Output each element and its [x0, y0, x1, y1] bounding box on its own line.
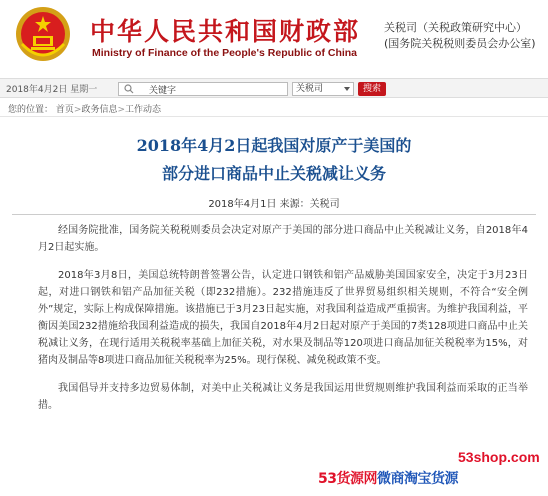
- national-emblem-icon: [14, 4, 72, 64]
- paragraph-2: 2018年3月8日，美国总统特朗普签署公告，认定进口钢铁和铝产品威胁美国国家安全，决定于3月23日起，对进口钢铁和铝产品加征关税（即232措施）。232措施违反了世界贸易组织相关规则，不符合“安全例外”规定，实际上构成保障措施。该措施已于3月23日起实施，对我国利益造成严重损害。为维护我国利益，平衡因美国232措施给我国利益造成的损失，我国自2018年4月2日起对原产于美国的7类128项进口商品中止关税减让义务，在现行适用关税税率基础上加征关税，对水果及制品等120项进口商品加征关税税率为15%，对猪肉及制品等8项进口商品加征关税税率为25%。现行保税、减免税政策不变。: [38, 270, 528, 366]
- search-scope-value: 关税司: [296, 84, 324, 94]
- article-title-line-2: 部分进口商品中止关税减让义务: [161, 164, 386, 183]
- article-meta: 2018年4月1日 来源：关税司: [208, 199, 340, 210]
- chevron-down-icon: [344, 87, 350, 91]
- article-title: [0, 132, 548, 188]
- breadcrumb-home[interactable]: 首页: [55, 105, 74, 115]
- article-title-line-1: 2018年4月2日起我国对原产于美国的: [136, 136, 412, 155]
- search-button[interactable]: 搜索: [358, 82, 386, 96]
- ministry-title-cn: 中华人民共和国财政部: [90, 17, 361, 46]
- ministry-title-en: Ministry of Finance of the People's Republic of China: [92, 47, 358, 59]
- breadcrumb-separator: >: [117, 105, 126, 115]
- paragraph-3: 我国倡导并支持多边贸易体制，对美中止关税减让义务是我国运用世贸规则维护我国利益而采取的正当举措。: [38, 383, 528, 411]
- department-name: [384, 20, 536, 52]
- department-line-2: (国务院关税税则委员会办公室): [384, 37, 536, 50]
- search-scope-select[interactable]: [292, 82, 354, 96]
- watermark-slogan-blue: 微商淘宝货源: [376, 471, 458, 487]
- search-input[interactable]: [118, 82, 288, 96]
- divider: [12, 214, 536, 215]
- watermark-slogan: [318, 468, 458, 488]
- breadcrumb-work-updates[interactable]: 工作动态: [125, 105, 162, 115]
- divider: [0, 116, 548, 117]
- article-body: [38, 222, 528, 425]
- paragraph-1: 经国务院批准，国务院关税税则委员会决定对原产于美国的部分进口商品中止关税减让义务，自2018年4月2日起实施。: [38, 225, 528, 253]
- search-bar: [0, 78, 548, 98]
- search-icon: [124, 84, 134, 94]
- breadcrumb-prefix: 您的位置：: [8, 105, 54, 115]
- breadcrumb-separator: >: [73, 105, 82, 115]
- breadcrumb: [8, 102, 161, 115]
- department-line-1: 关税司（关税政策研究中心）: [384, 21, 527, 34]
- watermark-site: 53shop.com: [458, 449, 540, 465]
- breadcrumb-news[interactable]: 政务信息: [81, 105, 118, 115]
- site-header: [0, 0, 548, 72]
- current-date: 2018年4月2日 星期一: [6, 85, 98, 95]
- watermark-slogan-red: 53货源网: [318, 471, 377, 487]
